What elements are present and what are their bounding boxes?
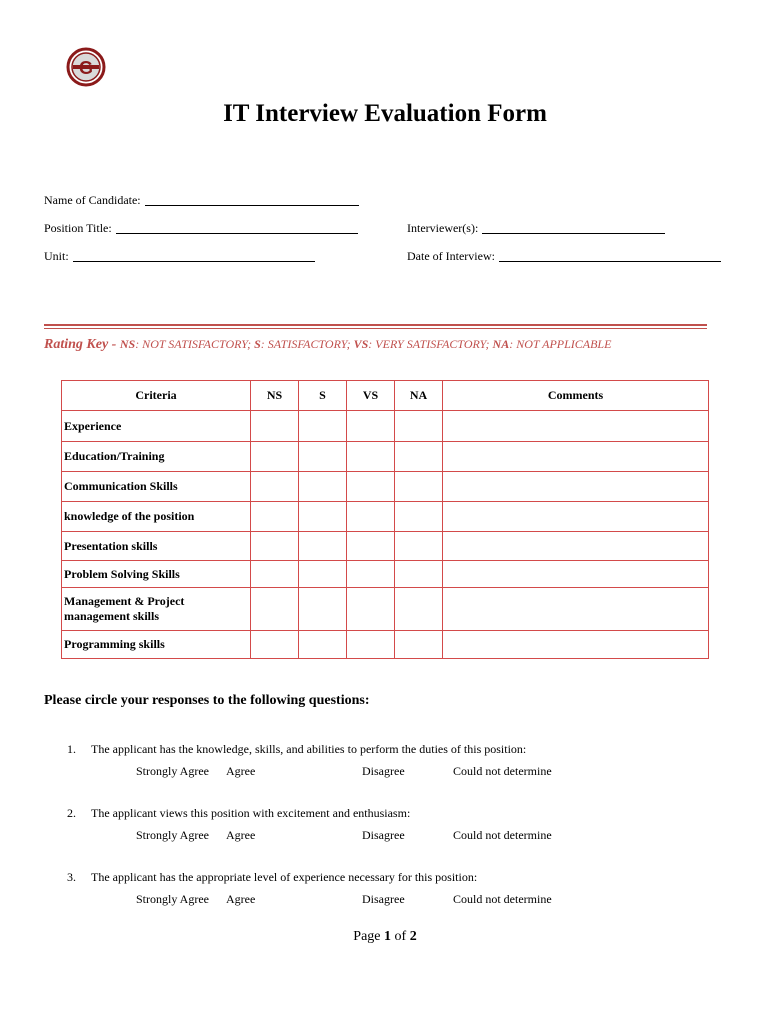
- rating-cell-s[interactable]: [299, 502, 347, 532]
- rating-cell-s[interactable]: [299, 411, 347, 442]
- table-header-row: [62, 381, 709, 411]
- position-title-field[interactable]: [44, 221, 358, 236]
- interviewer-field[interactable]: [407, 221, 665, 236]
- table-row: [62, 588, 709, 631]
- rating-cell-s[interactable]: [299, 631, 347, 659]
- rating-key-desc: : SATISFACTORY;: [260, 337, 354, 351]
- rating-cell-na[interactable]: [395, 532, 443, 561]
- rating-key-desc: : NOT SATISFACTORY;: [135, 337, 255, 351]
- rating-cell-ns[interactable]: [251, 411, 299, 442]
- rating-cell-ns[interactable]: [251, 502, 299, 532]
- question-number: 3.: [67, 870, 76, 884]
- page-word: Page: [353, 929, 385, 944]
- rating-cell-ns[interactable]: [251, 561, 299, 588]
- criteria-table: [61, 380, 709, 659]
- table-row: [62, 631, 709, 659]
- header-comments: Comments: [443, 381, 709, 411]
- criteria-name: Problem Solving Skills: [62, 561, 251, 588]
- header-na: NA: [395, 381, 443, 411]
- rating-cell-vs[interactable]: [347, 561, 395, 588]
- interviewer-label: Interviewer(s):: [407, 221, 479, 235]
- rating-cell-vs[interactable]: [347, 411, 395, 442]
- rating-cell-vs[interactable]: [347, 588, 395, 631]
- rating-cell-na[interactable]: [395, 561, 443, 588]
- rating-cell-s[interactable]: [299, 472, 347, 502]
- criteria-name: Management & Project management skills: [62, 588, 251, 631]
- unit-field[interactable]: [44, 249, 315, 264]
- page-total: 2: [409, 929, 417, 944]
- rating-key-abbr: NS: [119, 337, 136, 351]
- question-number: 1.: [67, 742, 76, 756]
- option-agree[interactable]: Agree: [226, 764, 256, 778]
- criteria-name: Experience: [62, 411, 251, 442]
- option-could-not-determine[interactable]: Could not determine: [453, 892, 552, 906]
- option-disagree[interactable]: Disagree: [362, 828, 405, 842]
- criteria-name: Programming skills: [62, 631, 251, 659]
- rating-cell-vs[interactable]: [347, 631, 395, 659]
- rating-key-abbr: S: [254, 337, 261, 351]
- interview-date-field[interactable]: [407, 249, 721, 264]
- unit-line[interactable]: [73, 260, 315, 262]
- candidate-name-label: Name of Candidate:: [44, 193, 141, 207]
- rating-cell-ns[interactable]: [251, 472, 299, 502]
- comment-cell[interactable]: [443, 532, 709, 561]
- rating-cell-ns[interactable]: [251, 532, 299, 561]
- table-row: [62, 532, 709, 561]
- table-row: [62, 561, 709, 588]
- candidate-name-line[interactable]: [145, 204, 359, 206]
- option-strongly-agree[interactable]: Strongly Agree: [136, 828, 209, 842]
- comment-cell[interactable]: [443, 411, 709, 442]
- question-text: The applicant has the appropriate level of experience necessary for this position:: [91, 870, 478, 884]
- comment-cell[interactable]: [443, 472, 709, 502]
- unit-label: Unit:: [44, 249, 69, 263]
- comment-cell[interactable]: [443, 561, 709, 588]
- rating-cell-s[interactable]: [299, 561, 347, 588]
- questions-heading: Please circle your responses to the following questions:: [44, 693, 370, 708]
- header-s: S: [299, 381, 347, 411]
- rating-key-abbr: VS: [353, 337, 369, 351]
- table-row: [62, 442, 709, 472]
- table-row: [62, 411, 709, 442]
- candidate-name-field[interactable]: [44, 193, 359, 208]
- table-row: [62, 472, 709, 502]
- company-logo-icon: [66, 47, 106, 87]
- question-text: The applicant has the knowledge, skills, and abilities to perform the duties of this position:: [91, 742, 527, 756]
- rating-cell-s[interactable]: [299, 442, 347, 472]
- rating-cell-vs[interactable]: [347, 502, 395, 532]
- position-title-line[interactable]: [116, 232, 358, 234]
- table-row: [62, 502, 709, 532]
- divider-rule-bottom: [44, 328, 707, 329]
- rating-cell-vs[interactable]: [347, 532, 395, 561]
- page-footer: [0, 929, 770, 945]
- rating-key-desc: : NOT APPLICABLE: [509, 337, 612, 351]
- option-strongly-agree[interactable]: Strongly Agree: [136, 892, 209, 906]
- criteria-name: Presentation skills: [62, 532, 251, 561]
- rating-cell-s[interactable]: [299, 588, 347, 631]
- comment-cell[interactable]: [443, 502, 709, 532]
- option-strongly-agree[interactable]: Strongly Agree: [136, 764, 209, 778]
- rating-cell-ns[interactable]: [251, 588, 299, 631]
- question-text: The applicant views this position with excitement and enthusiasm:: [91, 806, 411, 820]
- of-word: of: [391, 929, 410, 944]
- rating-cell-na[interactable]: [395, 442, 443, 472]
- rating-cell-na[interactable]: [395, 588, 443, 631]
- rating-key: [44, 337, 611, 353]
- rating-key-label: Rating Key -: [44, 337, 120, 352]
- question-number: 2.: [67, 806, 76, 820]
- option-could-not-determine[interactable]: Could not determine: [453, 764, 552, 778]
- interviewer-line[interactable]: [482, 232, 665, 234]
- interview-date-line[interactable]: [499, 260, 721, 262]
- svg-text:G: G: [78, 58, 94, 78]
- rating-cell-ns[interactable]: [251, 442, 299, 472]
- rating-cell-s[interactable]: [299, 532, 347, 561]
- criteria-name: knowledge of the position: [62, 502, 251, 532]
- rating-cell-na[interactable]: [395, 631, 443, 659]
- page-number: 1: [384, 929, 392, 944]
- position-title-label: Position Title:: [44, 221, 112, 235]
- header-ns: NS: [251, 381, 299, 411]
- rating-cell-ns[interactable]: [251, 631, 299, 659]
- comment-cell[interactable]: [443, 588, 709, 631]
- criteria-name: Education/Training: [62, 442, 251, 472]
- page-title: IT Interview Evaluation Form: [223, 100, 547, 127]
- option-could-not-determine[interactable]: Could not determine: [453, 828, 552, 842]
- rating-key-abbr: NA: [492, 337, 510, 351]
- comment-cell[interactable]: [443, 442, 709, 472]
- rating-cell-na[interactable]: [395, 502, 443, 532]
- comment-cell[interactable]: [443, 631, 709, 659]
- divider-rule-top: [44, 324, 707, 326]
- option-agree[interactable]: Agree: [226, 892, 256, 906]
- rating-cell-vs[interactable]: [347, 442, 395, 472]
- criteria-name: Communication Skills: [62, 472, 251, 502]
- rating-cell-na[interactable]: [395, 472, 443, 502]
- option-agree[interactable]: Agree: [226, 828, 256, 842]
- rating-cell-vs[interactable]: [347, 472, 395, 502]
- rating-cell-na[interactable]: [395, 411, 443, 442]
- option-disagree[interactable]: Disagree: [362, 764, 405, 778]
- header-criteria: Criteria: [62, 381, 251, 411]
- option-disagree[interactable]: Disagree: [362, 892, 405, 906]
- interview-date-label: Date of Interview:: [407, 249, 495, 263]
- rating-key-desc: : VERY SATISFACTORY;: [368, 337, 493, 351]
- header-vs: VS: [347, 381, 395, 411]
